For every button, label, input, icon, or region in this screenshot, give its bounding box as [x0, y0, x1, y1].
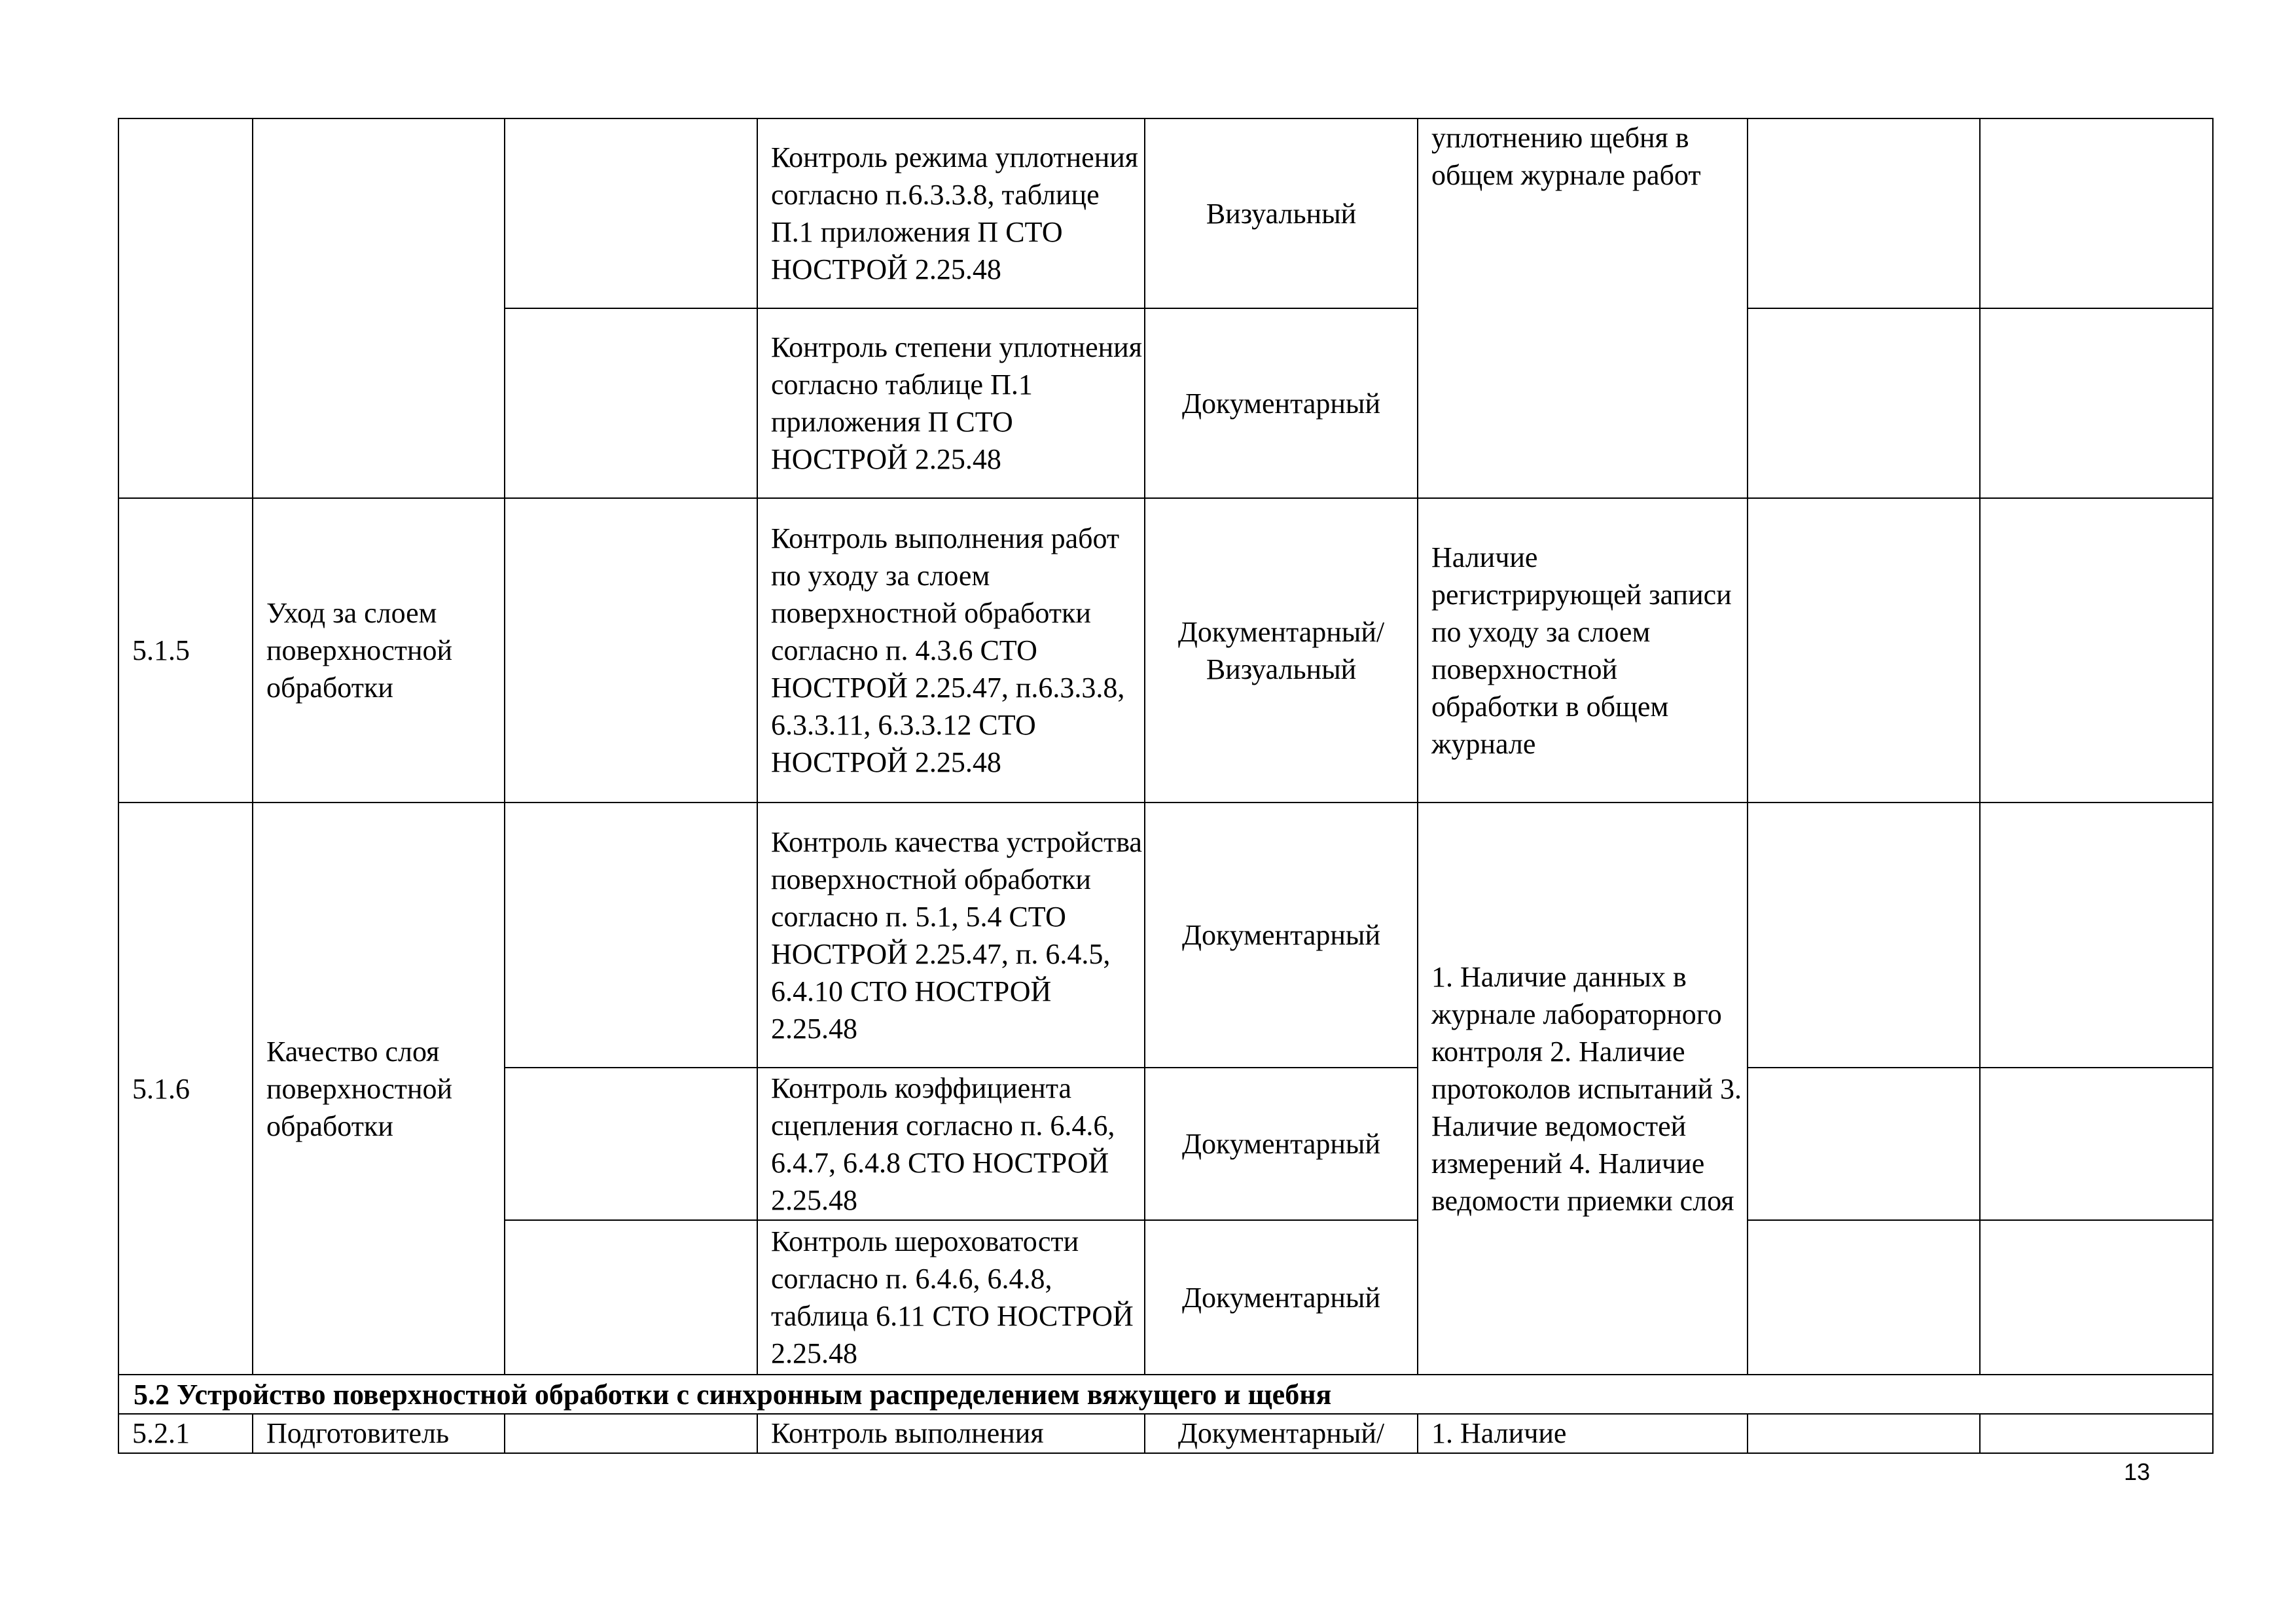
cell-empty [505, 1068, 757, 1220]
table-row [118, 118, 2213, 308]
cell-empty [1980, 1068, 2213, 1220]
cell-empty [505, 803, 757, 1068]
cell-empty [1748, 118, 1980, 308]
cell-check: Контроль выполнения [757, 1414, 1145, 1453]
cell-empty [505, 308, 757, 498]
cell-name: Уход за слоем поверхностной обработки [253, 498, 505, 803]
cell-name: Подготовитель [253, 1414, 505, 1453]
cell-doc: 1. Наличие [1418, 1414, 1748, 1453]
cell-check: Контроль коэффициента сцепления согласно п. 6.4.6, 6.4.7, 6.4.8 СТО НОСТРОЙ 2.25.48 [757, 1068, 1145, 1220]
table-row [118, 803, 2213, 1068]
cell-method: Документарный [1145, 1068, 1418, 1220]
cell-empty [1748, 498, 1980, 803]
section-row [118, 1375, 2213, 1414]
cell-method: Документарный [1145, 308, 1418, 498]
cell-empty [1748, 803, 1980, 1068]
cell-empty [1980, 118, 2213, 308]
cell-doc: уплотнению щебня в общем журнале работ [1418, 118, 1748, 498]
cell-doc: 1. Наличие данных в журнале лабораторного контроля 2. Наличие протоколов испытаний 3. Наличие ведомостей измерений 4. Наличие ведомости приемки слоя [1418, 803, 1748, 1375]
cell-num-empty [118, 118, 253, 498]
cell-empty [505, 498, 757, 803]
section-heading: 5.2 Устройство поверхностной обработки с синхронным распределением вяжущего и щебня [118, 1375, 2213, 1414]
cell-name: Качество слоя поверхностной обработки [253, 803, 505, 1375]
cell-empty [1980, 803, 2213, 1068]
cell-empty [1748, 308, 1980, 498]
cell-name-empty [253, 118, 505, 498]
cell-method: Визуальный [1145, 118, 1418, 308]
cell-empty [1748, 1068, 1980, 1220]
cell-empty [1748, 1220, 1980, 1375]
cell-num: 5.1.6 [118, 803, 253, 1375]
cell-check: Контроль шероховатости согласно п. 6.4.6, 6.4.8, таблица 6.11 СТО НОСТРОЙ 2.25.48 [757, 1220, 1145, 1375]
cell-empty [1748, 1414, 1980, 1453]
cell-method: Документарный [1145, 803, 1418, 1068]
table-row [118, 498, 2213, 803]
cell-empty [1980, 498, 2213, 803]
cell-doc: Наличие регистрирующей записи по уходу за слоем поверхностной обработки в общем журнале [1418, 498, 1748, 803]
cell-empty [505, 1220, 757, 1375]
cell-empty [1980, 1220, 2213, 1375]
cell-num: 5.1.5 [118, 498, 253, 803]
cell-check: Контроль качества устройства поверхностной обработки согласно п. 5.1, 5.4 СТО НОСТРОЙ 2.25.47, п. 6.4.5, 6.4.10 СТО НОСТРОЙ 2.25.48 [757, 803, 1145, 1068]
cell-empty [1980, 308, 2213, 498]
cell-check: Контроль режима уплотнения согласно п.6.3.3.8, таблице П.1 приложения П СТО НОСТРОЙ 2.25.48 [757, 118, 1145, 308]
cell-empty [505, 118, 757, 308]
table-row [118, 1414, 2213, 1453]
cell-method: Документарный/ Визуальный [1145, 498, 1418, 803]
cell-check: Контроль выполнения работ по уходу за слоем поверхностной обработки согласно п. 4.3.6 СТО НОСТРОЙ 2.25.47, п.6.3.3.8, 6.3.3.11, 6.3.3.12 СТО НОСТРОЙ 2.25.48 [757, 498, 1145, 803]
cell-empty [505, 1414, 757, 1453]
cell-method: Документарный/ [1145, 1414, 1418, 1453]
page-number: 13 [2123, 1458, 2151, 1485]
cell-method: Документарный [1145, 1220, 1418, 1375]
cell-empty [1980, 1414, 2213, 1453]
control-table [118, 118, 2214, 1454]
cell-check: Контроль степени уплотнения согласно таблице П.1 приложения П СТО НОСТРОЙ 2.25.48 [757, 308, 1145, 498]
cell-num: 5.2.1 [118, 1414, 253, 1453]
